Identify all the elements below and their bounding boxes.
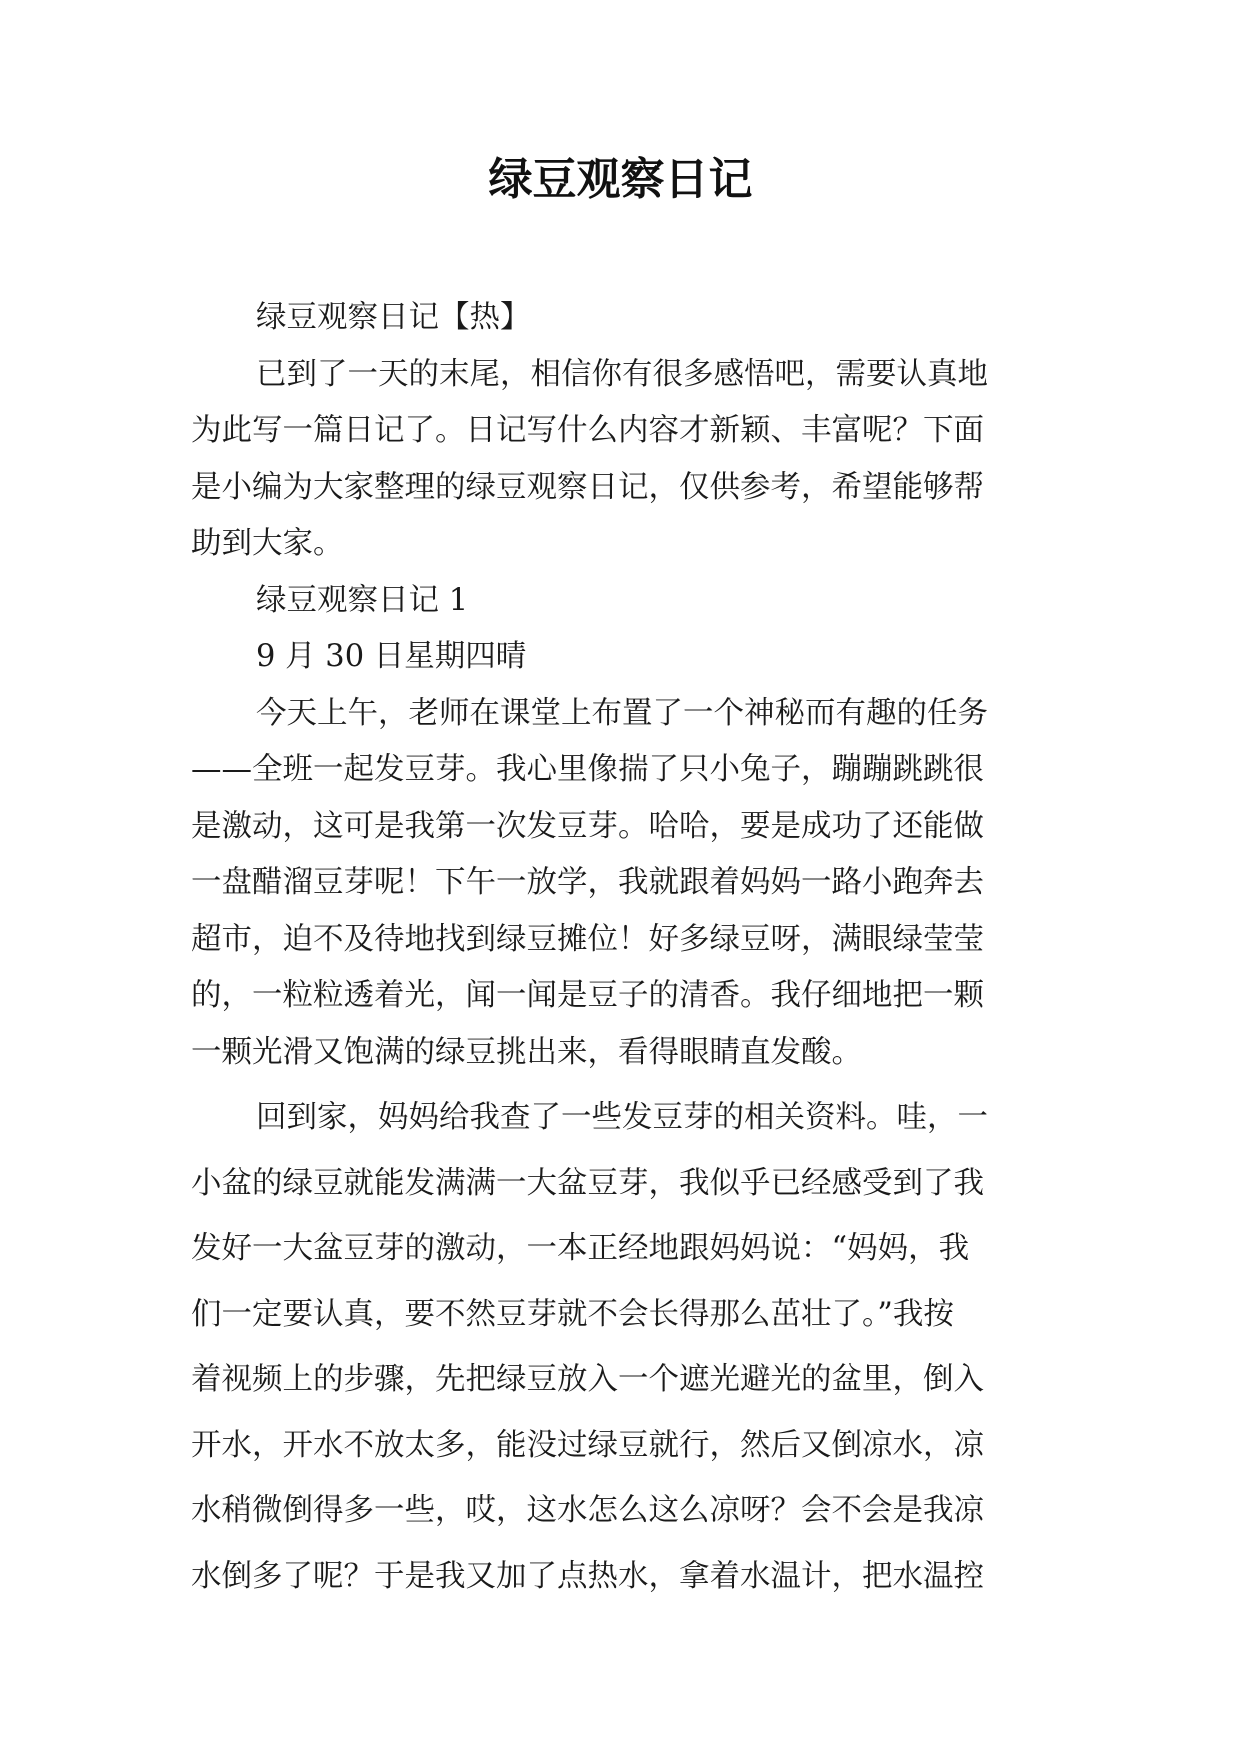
text-line: 是激动，这可是我第一次发豆芽。哈哈，要是成功了还能做 (191, 808, 984, 844)
text-line: 小盆的绿豆就能发满满一大盆豆芽，我似乎已经感受到了我 (191, 1165, 984, 1201)
text-line: 着视频上的步骤，先把绿豆放入一个遮光避光的盆里，倒入 (191, 1362, 984, 1397)
text-line: 发好一大盆豆芽的激动，一本正经地跟妈妈说：“妈妈，我 (191, 1231, 970, 1266)
text-line: 是小编为大家整理的绿豆观察日记，仅供参考，希望能够帮 (191, 469, 984, 505)
document-body (191, 290, 1059, 1605)
text-line: 已到了一天的末尾，相信你有很多感悟吧，需要认真地 (256, 356, 988, 392)
document-title: 绿豆观察日记 (488, 154, 753, 205)
text-line: 超市，迫不及待地找到绿豆摊位！好多绿豆呀，满眼绿莹莹 (191, 921, 984, 957)
text-line: ——全班一起发豆芽。我心里像揣了只小兔子，蹦蹦跳跳很 (191, 752, 984, 787)
text-line: 开水，开水不放太多，能没过绿豆就行，然后又倒凉水，凉 (191, 1427, 984, 1463)
text-line: 绿豆观察日记 1 (256, 582, 469, 618)
text-line: 水稍微倒得多一些，哎，这水怎么这么凉呀？会不会是我凉 (191, 1493, 984, 1528)
text-line: 绿豆观察日记【热】 (256, 300, 531, 335)
text-line: 回到家，妈妈给我查了一些发豆芽的相关资料。哇，一 (256, 1100, 988, 1135)
text-line: 今天上午，老师在课堂上布置了一个神秘而有趣的任务 (256, 695, 988, 731)
text-line: 9 月 30 日星期四晴 (256, 639, 527, 674)
text-line: 们一定要认真，要不然豆芽就不会长得那么茁壮了。”我按 (191, 1296, 954, 1332)
text-line: 的，一粒粒透着光，闻一闻是豆子的清香。我仔细地把一颗 (191, 978, 984, 1013)
text-line: 为此写一篇日记了。日记写什么内容才新颖、丰富呢？下面 (191, 413, 984, 448)
text-line: 助到大家。 (191, 526, 344, 561)
text-line: 水倒多了呢？于是我又加了点热水，拿着水温计，把水温控 (191, 1558, 984, 1594)
text-line: 一颗光滑又饱满的绿豆挑出来，看得眼睛直发酸。 (191, 1034, 862, 1070)
text-line: 一盘醋溜豆芽呢！下午一放学，我就跟着妈妈一路小跑奔去 (191, 865, 984, 900)
